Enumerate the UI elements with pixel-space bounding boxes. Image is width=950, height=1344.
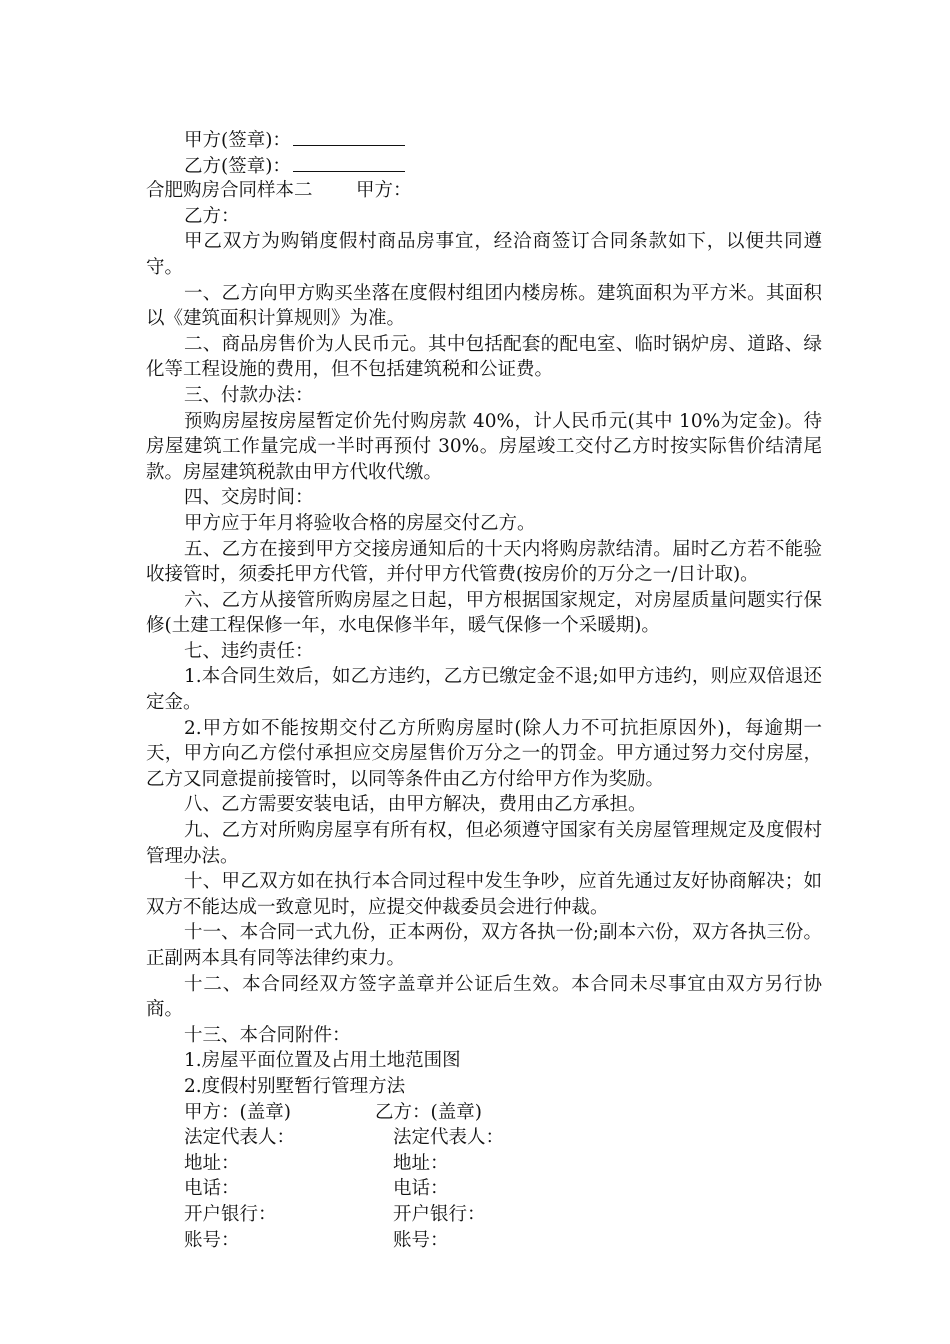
signature-row (146, 1176, 822, 1202)
party-a-seal-label: 甲方：(盖章) (184, 1101, 291, 1123)
clause-4-heading: 四、交房时间： (184, 487, 314, 509)
clause-10: 十、甲乙双方如在执行本合同过程中发生争吵，应首先通过友好协商解决；如双方不能达成一致意见时，应提交仲裁委员会进行仲裁。 (146, 871, 822, 918)
clause-7-item-2: 2.甲方如不能按期交付乙方所购房屋时(除人力不可抗拒原因外)，每逾期一天，甲方向乙方偿付承担应交房屋售价万分之一的罚金。甲方通过努力交付房屋，乙方又同意提前接管时，以同等条件由乙方付给甲方作为奖励。 (146, 717, 822, 790)
contract-body (146, 127, 822, 1253)
party-b-bank-label: 开户银行： (393, 1203, 486, 1225)
party-b-line (146, 204, 822, 230)
contract-title-row (146, 178, 822, 204)
clause-5: 五、乙方在接到甲方交接房通知后的十天内将购房款结清。届时乙方若不能验收接管时，须委托甲方代管，并付甲方代管费(按房价的万分之一/日计取)。 (146, 538, 822, 586)
party-a-label: 甲方： (356, 180, 412, 202)
signature-row (146, 1228, 822, 1254)
party-b-signature-label: 乙方(签章)： (184, 155, 291, 177)
party-b-phone-label: 电话： (393, 1178, 449, 1200)
party-a-account-label: 账号： (184, 1229, 240, 1251)
contract-title: 合肥购房合同样本二 (146, 180, 313, 202)
party-b-label: 乙方： (184, 205, 240, 227)
party-a-phone-label: 电话： (184, 1178, 240, 1200)
clause-6: 六、乙方从接管所购房屋之日起，甲方根据国家规定，对房屋质量问题实行保修(土建工程保修一年，水电保修半年，暖气保修一个采暖期)。 (146, 589, 822, 637)
signature-header-row (146, 1100, 822, 1126)
party-a-signature-label: 甲方(签章)： (184, 130, 291, 151)
clause-8: 八、乙方需要安装电话，由甲方解决，费用由乙方承担。 (184, 794, 647, 816)
clause-1: 一、乙方向甲方购买坐落在度假村组团内楼房栋。建筑面积为平方米。其面积以《建筑面积计算规则》为准。 (146, 282, 822, 330)
clause-7-item-1: 1.本合同生效后，如乙方违约，乙方已缴定金不退;如甲方违约，则应双倍退还定金。 (146, 666, 822, 714)
clause-12: 十二、本合同经双方签字盖章并公证后生效。本合同未尽事宜由双方另行协商。 (146, 973, 822, 1021)
clause-13-heading: 十三、本合同附件： (184, 1024, 351, 1046)
clause-11: 十一、本合同一式九份，正本两份，双方各执一份;副本六份，双方各执三份。正副两本具有同等法律约束力。 (146, 922, 822, 969)
signature-row (146, 1125, 822, 1151)
party-b-signature-line (146, 153, 822, 179)
signature-blank (293, 153, 405, 172)
preamble-paragraph: 甲乙双方为购销度假村商品房事宜，经洽商签订合同条款如下，以便共同遵守。 (146, 231, 822, 278)
attachment-item-1: 1.房屋平面位置及占用土地范围图 (184, 1050, 461, 1072)
clause-4-body: 甲方应于年月将验收合格的房屋交付乙方。 (184, 512, 536, 534)
party-b-address-label: 地址： (393, 1152, 449, 1174)
party-b-account-label: 账号： (393, 1229, 449, 1251)
clause-7-heading: 七、违约责任： (184, 640, 314, 662)
clause-9: 九、乙方对所购房屋享有所有权，但必须遵守国家有关房屋管理规定及度假村管理办法。 (146, 820, 822, 867)
signature-row (146, 1151, 822, 1177)
party-a-representative-label: 法定代表人： (184, 1127, 296, 1149)
party-a-address-label: 地址： (184, 1152, 240, 1174)
signature-row (146, 1202, 822, 1228)
attachment-item-2: 2.度假村别墅暂行管理方法 (184, 1075, 406, 1097)
party-a-bank-label: 开户银行： (184, 1203, 277, 1225)
party-b-representative-label: 法定代表人： (393, 1127, 505, 1149)
clause-2: 二、商品房售价为人民币元。其中包括配套的配电室、临时锅炉房、道路、绿化等工程设施的费用，但不包括建筑税和公证费。 (146, 333, 822, 381)
party-a-signature-line (146, 127, 822, 153)
signature-blank (293, 127, 405, 146)
party-b-seal-label: 乙方：(盖章) (375, 1101, 482, 1123)
clause-3-body: 预购房屋按房屋暂定价先付购房款 40%，计人民币元(其中 10%为定金)。待房屋建筑工作量完成一半时再预付 30%。房屋竣工交付乙方时按实际售价结清尾款。房屋建筑税款由甲方代收代缴。 (146, 410, 822, 483)
clause-3-heading: 三、付款办法： (184, 384, 314, 406)
